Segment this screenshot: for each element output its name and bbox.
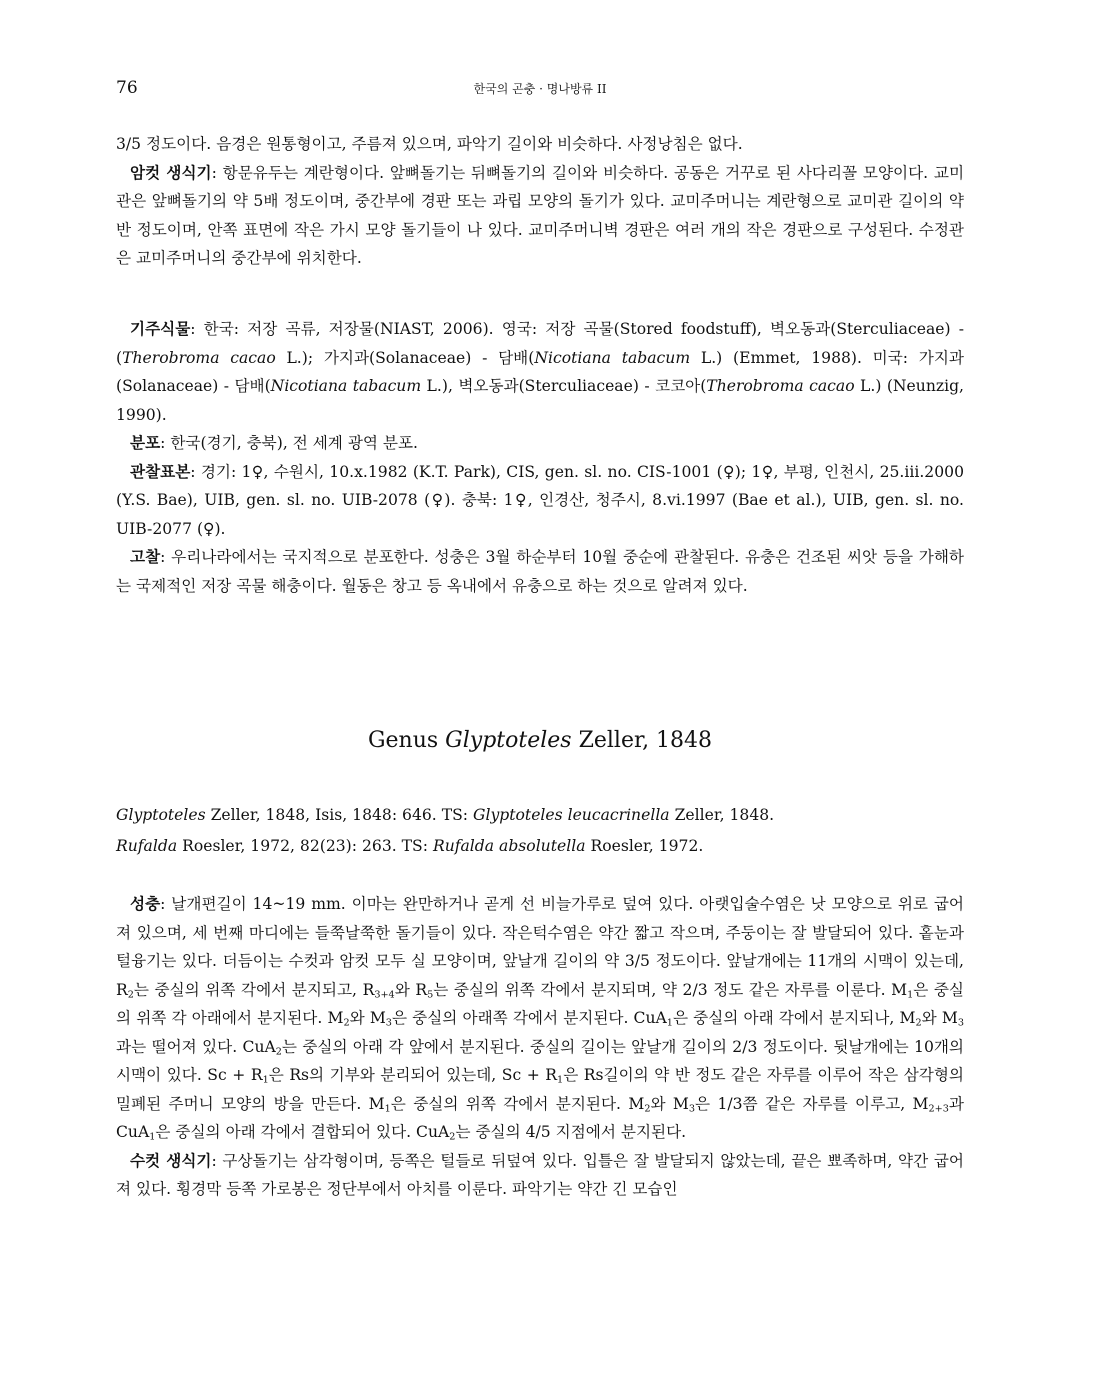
- paragraph-adult: 성충: 날개편길이 14~19 mm. 이마는 완만하거나 곧게 선 비늘가루로 덮여 있다. 아랫입술수염은 낫 모양으로 위로 굽어져 있으며, 세 번째 마디에는 들쭉날쭉한 돌기들이 있다. 작은턱수염은 약간 짧고 작으며, 주둥이는 잘 발달되어 있다. 홑눈과 털융기는 있다. 더듬이는 수컷과 암컷 모두 실 모양이며, 앞날개 길이의 약 3/5 정도이다. 앞날개에는 11개의 시맥이 있는데, $R_2$는 중실의 위쪽 각에서 분지되고, $R_{3+4}$와 $R_5$는 중실의 위쪽 각에서 분지되며, 약 2/3 정도 같은 자루를 이룬다. $M_1$은 중실의 위쪽 각 아래에서 분지된다. $M_2$와 $M_3$은 중실의 아래쪽 각에서 분지된다. CuA$_1$은 중실의 아래 각에서 분지되나, $M_2$와 $M_3$과는 떨어져 있다. CuA$_2$는 중실의 아래 각 앞에서 분지된다. 중실의 길이는 앞날개 길이의 2/3 정도이다. 뒷날개에는 10개의 시맥이 있다. $Sc + R_1$은 Rs의 기부와 분리되어 있는데, $Sc + R_1$은 Rs길이의 약 반 정도 같은 자루를 이루어 작은 삼각형의 밀폐된 주머니 모양의 방을 만든다. $M_1$은 중실의 위쪽 각에서 분지된다. $M_2$와 $M_3$은 1/3쯤 같은 자루를 이루고, $M_{2+3}$과 CuA$_1$은 중실의 아래 각에서 결합되어 있다. CuA$_2$는 중실의 4/5 지점에서 분지된다.: [116, 894, 965, 1143]
- synonym-line: Glyptoteles Zeller, 1848, Isis, 1848: 646. TS: Glyptoteles leucacrinella Zeller, 1848.: [116, 806, 775, 824]
- label-adult: 성충: [130, 894, 161, 913]
- page-number: 76: [116, 78, 138, 98]
- label-distribution: 분포: [130, 433, 161, 452]
- species-notes-section: [116, 315, 964, 600]
- synonymy-list: [116, 800, 964, 862]
- page-header: [116, 78, 964, 102]
- label-female-genitalia: 암컷 생식기: [130, 162, 212, 182]
- label-host-plants: 기주식물: [130, 319, 191, 338]
- running-title: 한국의 곤충 · 명나방류 II: [473, 82, 607, 96]
- paragraph-specimens: 관찰표본: 경기: 1♀, 수원시, 10.x.1982 (K.T. Park), CIS, gen. sl. no. CIS-1001 (♀); 1♀, 부평, 인천시, 25.iii.2000 (Y.S. Bae), UIB, gen. sl. no. UIB-2078 (♀). 충북: 1♀, 인경산, 청주시, 8.vi.1997 (Bae et al.), UIB, gen. sl. no. UIB-2077 (♀).: [116, 461, 964, 538]
- paragraph-remarks: 고찰: 우리나라에서는 국지적으로 분포한다. 성충은 3월 하순부터 10월 중순에 관찰된다. 유충은 건조된 씨앗 등을 가해하는 국제적인 저장 곡물 해충이다. 월동은 창고 등 옥내에서 유충으로 하는 것으로 알려져 있다.: [116, 547, 965, 595]
- label-specimens: 관찰표본: [130, 461, 191, 481]
- paragraph-female-genitalia: 암컷 생식기: 항문유두는 계란형이다. 앞뼈돌기는 뒤뼈돌기의 길이와 비슷하다. 공동은 거꾸로 된 사다리꼴 모양이다. 교미관은 앞뼈돌기의 약 5배 정도이며, 중간부에 경판 또는 과립 모양의 돌기가 있다. 교미주머니는 계란형으로 교미관 길이의 약 반 정도이며, 안쪽 표면에 작은 가시 모양 돌기들이 나 있다. 교미주머니벽 경판은 여러 개의 작은 경판으로 구성된다. 수정관은 교미주머니의 중간부에 위치한다.: [116, 162, 965, 267]
- genus-heading: Genus Glyptoteles Zeller, 1848: [367, 728, 713, 753]
- paragraph-host-plants: 기주식물: 한국: 저장 곡류, 저장물(NIAST, 2006). 영국: 저장 곡물(Stored foodstuff), 벽오동과(Sterculiaceae) - (Therobroma cacao L.); 가지과(Solanaceae) - 담배(Nicotiana tabacum L.) (Emmet, 1988). 미국: 가지과(Solanaceae) - 담배(Nicotiana tabacum L.), 벽오동과(Sterculiaceae) - 코코아(Therobroma cacao L.) (Neunzig, 1990).: [116, 319, 965, 424]
- paragraph-male-genitalia: 수컷 생식기: 구상돌기는 삼각형이며, 등쪽은 털들로 뒤덮여 있다. 입틀은 잘 발달되지 않았는데, 끝은 뾰족하며, 약간 굽어져 있다. 횡경막 등쪽 가로봉은 정단부에서 아치를 이룬다. 파악기는 약간 긴 모습인: [116, 1150, 964, 1198]
- label-remarks: 고찰: [130, 547, 161, 566]
- paragraph-aedeagus: 3/5 정도이다. 음경은 원통형이고, 주름져 있으며, 파악기 길이와 비슷하다. 사정낭침은 없다.: [116, 135, 743, 153]
- synonym-line: Rufalda Roesler, 1972, 82(23): 263. TS: Rufalda absolutella Roesler, 1972.: [116, 837, 704, 855]
- paragraph-distribution: 분포: 한국(경기, 충북), 전 세계 광역 분포.: [130, 433, 418, 452]
- label-male-genitalia: 수컷 생식기: [130, 1150, 212, 1170]
- female-genitalia-section: [116, 130, 964, 273]
- genus-description-section: [116, 890, 964, 1204]
